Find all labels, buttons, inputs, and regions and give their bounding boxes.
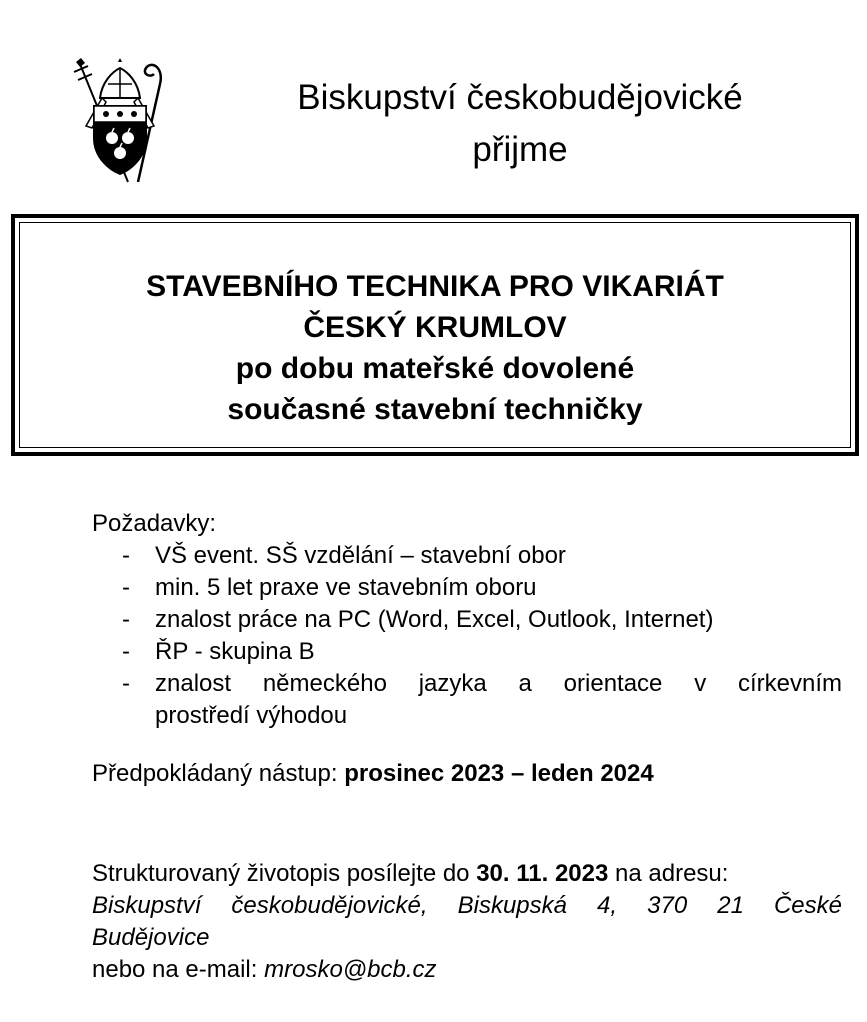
position-title-line3: po dobu mateřské dovolené [235,352,635,385]
requirement-text: znalost německého jazyka a orientace v církevním [155,670,842,697]
list-item [92,668,842,732]
requirements-list [92,540,842,732]
bullet-dash: - [122,574,130,601]
application-deadline-line [92,858,842,890]
position-title-line4: současné stavební techničky [227,393,643,426]
list-item [92,636,842,668]
bullet-dash: - [122,670,130,697]
address-line2: Budějovice [92,924,210,951]
position-box-text [15,266,855,430]
header-title [180,72,860,176]
requirements-heading: Požadavky: [92,510,217,537]
list-item [92,572,842,604]
start-date [92,758,842,790]
position-title-line2: ČESKÝ KRUMLOV [303,311,567,344]
application-deadline: 30. 11. 2023 [476,860,609,887]
header-title-line2: přijme [472,130,568,169]
requirement-text: VŠ event. SŠ vzdělání – stavební obor [155,542,566,569]
header-title-line1: Biskupství českobudějovické [297,78,743,117]
email-label: nebo na e-mail: [92,956,258,983]
requirement-text: ŘP - skupina B [155,638,315,665]
bullet-dash: - [122,542,130,569]
position-box [11,214,859,456]
postal-address [92,890,842,954]
requirement-text: min. 5 let praxe ve stavebním oboru [155,574,537,601]
start-value: prosinec 2023 – leden 2024 [344,760,654,787]
list-item [92,540,842,572]
bullet-dash: - [122,606,130,633]
bullet-dash: - [122,638,130,665]
email-address: mrosko@bcb.cz [264,956,437,983]
start-label: Předpokládaný nástup: [92,760,338,787]
application-text-before: Strukturovaný životopis posílejte do [92,860,470,887]
application-info [92,858,842,986]
requirement-text-continued: prostředí výhodou [155,702,348,729]
position-title-line1: STAVEBNÍHO TECHNIKA PRO VIKARIÁT [146,270,724,303]
application-text-after: na adresu: [615,860,729,887]
list-item [92,604,842,636]
address-line1: Biskupství českobudějovické, Biskupská 4, 370 21 České [92,892,842,919]
diocese-coat-of-arms-icon [68,54,172,186]
email-line [92,954,842,986]
requirement-text: znalost práce na PC (Word, Excel, Outlook, Internet) [155,606,714,633]
